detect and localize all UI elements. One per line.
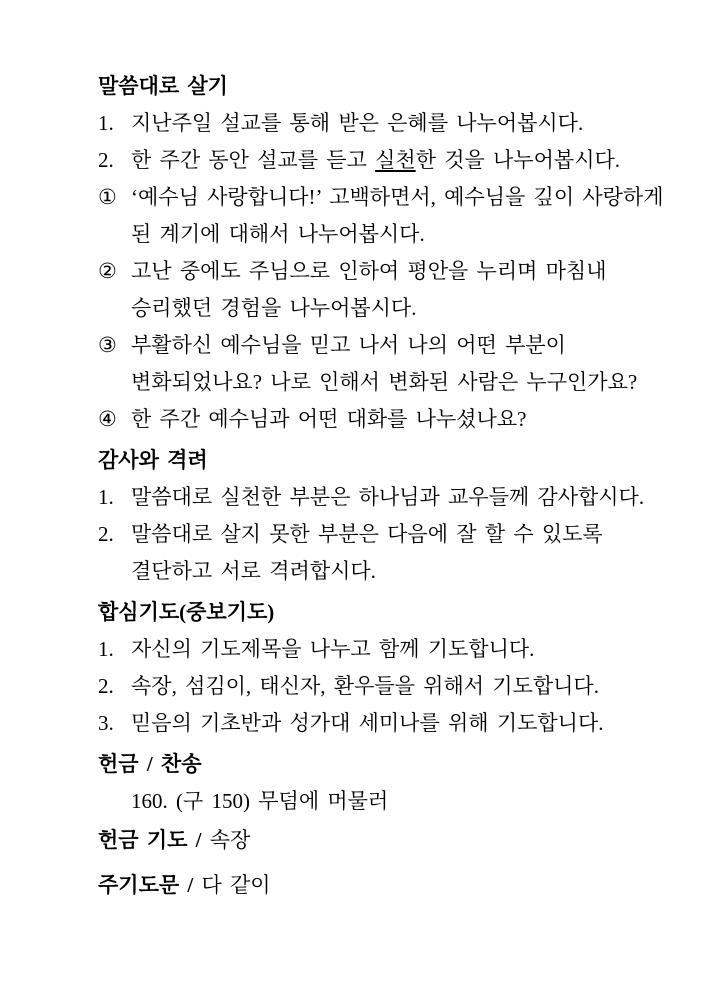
list-item (98, 179, 691, 253)
list-item (98, 479, 691, 516)
item-text (131, 179, 691, 253)
section-heading-living-by-the-word: 말씀대로 살기 (98, 74, 228, 98)
list-item (98, 401, 691, 438)
lords-prayer-label: 주기도문 / (98, 873, 194, 897)
list-item (98, 253, 691, 327)
section-heading-thanks-encouragement: 감사와 격려 (98, 448, 208, 472)
section-united-prayer (98, 594, 691, 742)
item-line: 변화되었나요? 나로 인해서 변화된 사람은 누구인가요? (131, 370, 638, 394)
offering-prayer-row (98, 822, 691, 859)
item-line: 부활하신 예수님을 믿고 나서 나의 어떤 부분이 (131, 333, 566, 357)
item-text: 지난주일 설교를 통해 받은 은혜를 나누어봅시다. (131, 111, 584, 135)
item-marker: 3. (98, 711, 114, 735)
item-text (131, 253, 691, 327)
list-item (98, 668, 691, 705)
item-text: 한 주간 예수님과 어떤 대화를 나누셨나요? (131, 407, 527, 431)
list-item (98, 105, 691, 142)
section-offering-hymn (98, 746, 691, 820)
item-marker: 1. (98, 637, 114, 661)
item-text (131, 327, 691, 401)
lords-prayer-row (98, 867, 691, 904)
item-line: 된 계기에 대해서 나누어봅시다. (131, 222, 425, 246)
list-item (98, 631, 691, 668)
section-heading-united-prayer: 합심기도(중보기도) (98, 600, 275, 624)
lords-prayer-value: 다 같이 (201, 873, 271, 897)
item-marker: ① (98, 185, 117, 209)
item-marker: 2. (98, 148, 114, 172)
item-text-underlined: 실천 (375, 148, 416, 172)
item-marker: ② (98, 259, 117, 283)
item-line: 결단하고 서로 격려합시다. (131, 559, 376, 583)
item-text-pre: 한 주간 동안 설교를 듣고 (131, 148, 376, 172)
list-item (98, 142, 691, 179)
item-marker: 2. (98, 674, 114, 698)
item-text-post: 한 것을 나누어봅시다. (415, 148, 621, 172)
item-text: 말씀대로 실천한 부분은 하나님과 교우들께 감사합시다. (131, 485, 645, 509)
list-item (98, 705, 691, 742)
section-thanks-encouragement (98, 442, 691, 590)
item-marker: 1. (98, 485, 114, 509)
item-text (131, 516, 691, 590)
item-line: 고난 중에도 주님으로 인하여 평안을 누리며 마침내 (131, 259, 607, 283)
item-text: 속장, 섬김이, 태신자, 환우들을 위해서 기도합니다. (131, 674, 599, 698)
item-marker: ④ (98, 407, 117, 431)
section-living-by-the-word (98, 68, 691, 438)
offering-prayer-label: 헌금 기도 / (98, 828, 202, 852)
list-item (98, 516, 691, 590)
item-line: ‘예수님 사랑합니다!’ 고백하면서, 예수님을 깊이 사랑하게 (131, 185, 664, 209)
section-heading-offering-hymn: 헌금 / 찬송 (98, 752, 202, 776)
item-line: 승리했던 경험을 나누어봅시다. (131, 296, 417, 320)
item-marker: ③ (98, 333, 117, 357)
item-line: 말씀대로 살지 못한 부분은 다음에 잘 할 수 있도록 (131, 522, 603, 546)
item-marker: 1. (98, 111, 114, 135)
item-text: 믿음의 기초반과 성가대 세미나를 위해 기도합니다. (131, 711, 604, 735)
hymn-title: 160. (구 150) 무덤에 머물러 (131, 789, 389, 813)
list-item (98, 327, 691, 401)
item-marker: 2. (98, 522, 114, 546)
item-text: 자신의 기도제목을 나누고 함께 기도합니다. (131, 637, 535, 661)
item-text (131, 142, 691, 179)
offering-prayer-value: 속장 (209, 828, 251, 852)
